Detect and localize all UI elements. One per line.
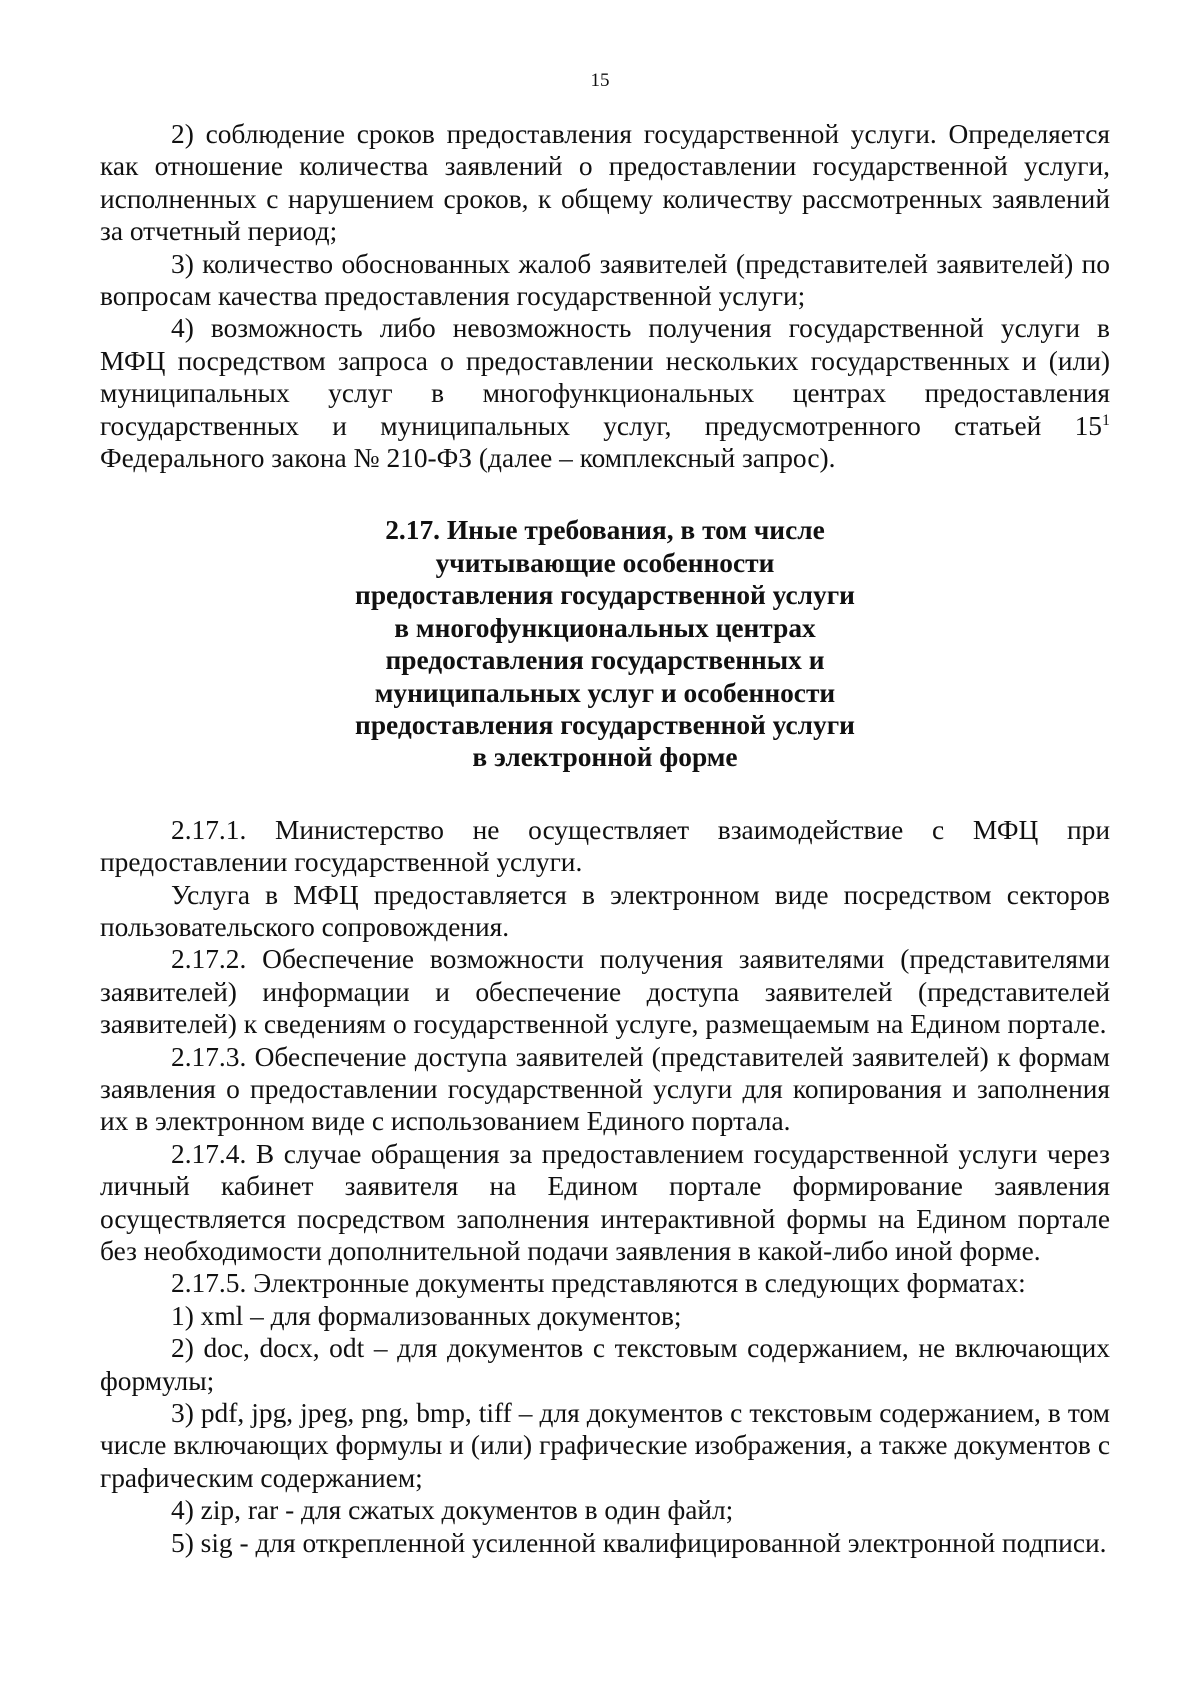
paragraph-indicator-3: 3) количество обоснованных жалоб заявителей (представителей заявителей) по вопросам качества предоставления государственной услуги; [100, 248, 1110, 312]
paragraph-4-text: 4) возможность либо невозможность получения государственной услуги в МФЦ посредством запроса о предоставлении нескольких государственных и (или) муниципальных услуг в многофункциональных центрах предоставления государственных и муниципальных услуг, предусмотренного статьей 15 [100, 313, 1110, 441]
heading-line: 2.17. Иные требования, в том числе [385, 515, 825, 546]
document-body [100, 118, 1110, 1559]
format-item-doc: 2) doc, docx, odt – для документов с текстовым содержанием, не включающих формулы; [100, 1333, 1110, 1396]
paragraph-2-17-4: 2.17.4. В случае обращения за предоставлением государственной услуги через личный кабинет заявителя на Едином портале формирование заявления осуществляется посредством заполнения интерактивной формы на Едином портале без необходимости дополнительной подачи заявления в какой-либо иной форме. [100, 1138, 1110, 1266]
paragraph-2-17-2: 2.17.2. Обеспечение возможности получения заявителями (представителями заявителей) информации и обеспечение доступа заявителей (представителей заявителей) к сведениям о государственной услуге, размещаемым на Едином портале. [100, 944, 1110, 1040]
paragraph-2-17-3: 2.17.3. Обеспечение доступа заявителей (представителей заявителей) к формам заявления о предоставлении государственной услуги для копирования и заполнения их в электронном виде с использованием Единого портала. [100, 1041, 1110, 1137]
format-item-pdf: 3) pdf, jpg, jpeg, png, bmp, tiff – для документов с текстовым содержанием, в том числе включающих формулы и (или) графические изображения, а также документов с графическим содержанием; [100, 1398, 1110, 1493]
heading-line: в электронной форме [472, 742, 738, 773]
heading-line: муниципальных услуг и особенности [374, 677, 836, 708]
paragraph-4-text-end: Федерального закона № 210-ФЗ (далее – комплексный запрос). [100, 443, 836, 474]
paragraph-indicator-2: 2) соблюдение сроков предоставления государственной услуги. Определяется как отношение количества заявлений о предоставлении государственной услуги, исполненных с нарушением сроков, к общему количеству рассмотренных заявлений за отчетный период; [100, 119, 1110, 247]
paragraph-mfc-service: Услуга в МФЦ предоставляется в электронном виде посредством секторов пользовательского сопровождения. [100, 879, 1110, 942]
heading-line: предоставления государственных и [385, 645, 825, 676]
section-heading-2-17 [100, 514, 1110, 773]
format-item-sig: 5) sig - для открепленной усиленной квалифицированной электронной подписи. [171, 1527, 1107, 1558]
format-item-zip: 4) zip, rar - для сжатых документов в один файл; [171, 1495, 734, 1526]
heading-line: предоставления государственной услуги [355, 580, 855, 611]
format-item-xml: 1) xml – для формализованных документов; [171, 1300, 682, 1331]
paragraph-2-17-5: 2.17.5. Электронные документы представляются в следующих форматах: [171, 1268, 1026, 1299]
heading-line: учитывающие особенности [435, 547, 775, 578]
heading-line: в многофункциональных центрах [394, 612, 816, 643]
heading-line: предоставления государственной услуги [355, 709, 855, 740]
paragraph-indicator-4 [100, 312, 1110, 474]
superscript-article-number: 1 [1102, 411, 1110, 429]
page-number: 15 [590, 70, 610, 91]
paragraph-2-17-1: 2.17.1. Министерство не осуществляет взаимодействие с МФЦ при предоставлении государственной услуги. [100, 814, 1110, 878]
